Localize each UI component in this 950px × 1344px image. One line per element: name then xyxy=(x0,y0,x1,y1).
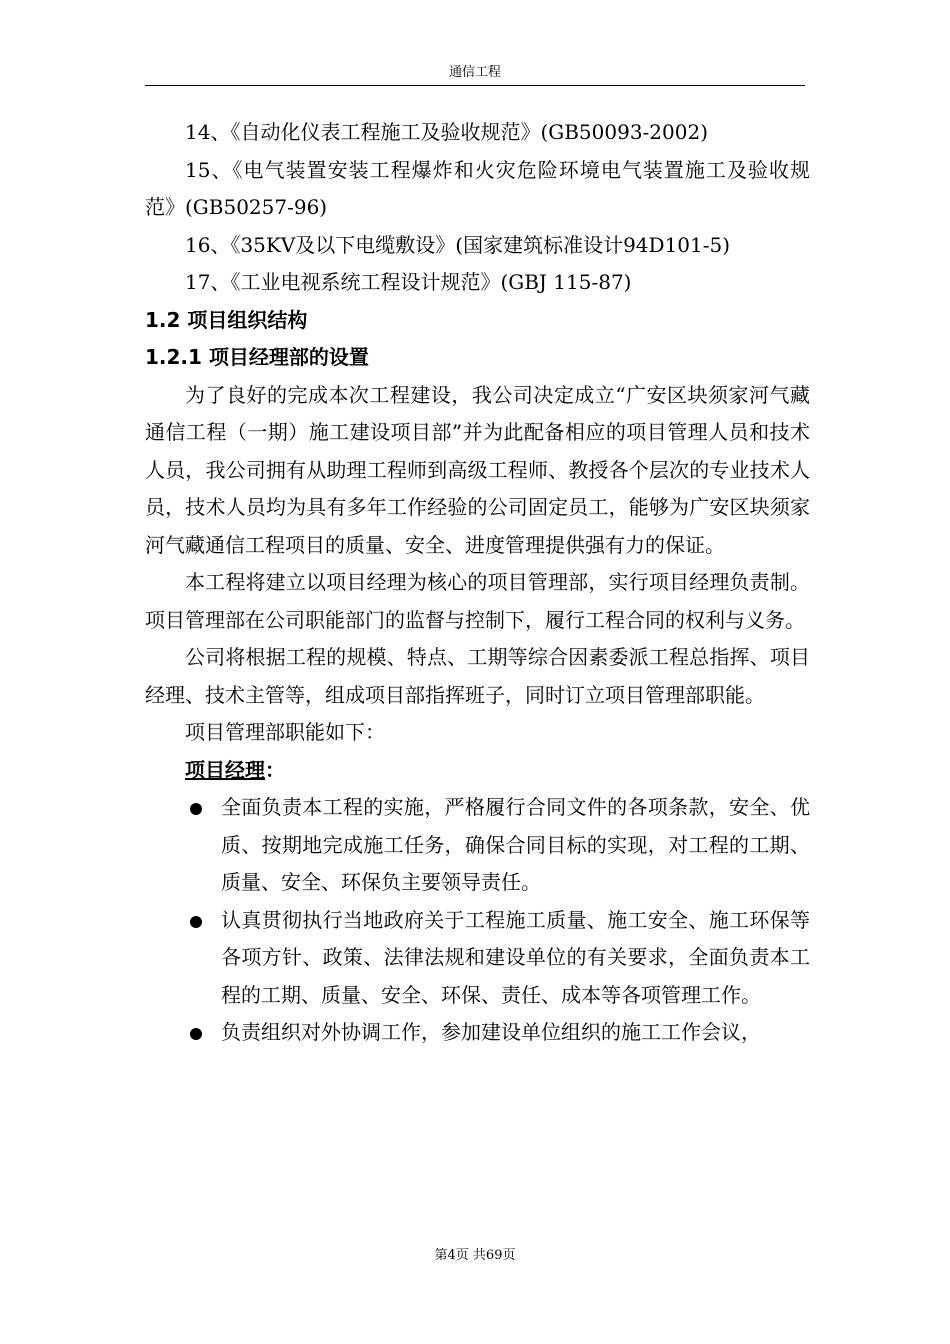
document-body xyxy=(145,114,810,1052)
role-heading xyxy=(145,752,810,790)
duty-list xyxy=(145,789,810,1052)
role-title: 项目经理 xyxy=(185,757,265,782)
body-paragraph: 公司将根据工程的规模、特点、工期等综合因素委派工程总指挥、项目经理、技术主管等，组成项目部指挥班子，同时订立项目管理部职能。 xyxy=(145,645,810,707)
page-footer: 第4页 共69页 xyxy=(434,1248,516,1263)
list-item xyxy=(145,1014,810,1052)
bullet-icon xyxy=(190,916,202,928)
standard-item-17: 17、《工业电视系统工程设计规范》(GBJ 115-87) xyxy=(185,270,632,294)
duty-text: 负责组织对外协调工作，参加建设单位组织的施工工作会议， xyxy=(221,1020,761,1044)
body-paragraph: 为了良好的完成本次工程建设，我公司决定成立“广安区块须家河气藏通信工程（一期）施工建设项目部”并为此配备相应的项目管理人员和技术人员，我公司拥有从助理工程师到高级工程师、教授各个层次的专业技术人员，技术人员均为具有多年工作经验的公司固定员工，能够为广安区块须家河气藏通信工程项目的质量、安全、进度管理提供强有力的保证。 xyxy=(145,382,810,557)
role-title-suffix: ： xyxy=(265,757,285,782)
body-paragraph: 项目管理部职能如下： xyxy=(185,720,385,744)
body-paragraph: 本工程将建立以项目经理为核心的项目管理部，实行项目经理负责制。项目管理部在公司职能部门的监督与控制下，履行工程合同的权利与义务。 xyxy=(145,570,810,632)
bullet-icon xyxy=(190,1028,202,1040)
page-header: 通信工程 xyxy=(145,64,805,86)
section-heading: 1.2 项目组织结构 xyxy=(145,307,308,332)
duty-text: 认真贯彻执行当地政府关于工程施工质量、施工安全、施工环保等各项方针、政策、法律法规和建设单位的有关要求，全面负责本工程的工期、质量、安全、环保、责任、成本等各项管理工作。 xyxy=(221,907,810,1007)
bullet-icon xyxy=(190,803,202,815)
list-item xyxy=(145,789,810,902)
standard-item-14: 14、《自动化仪表工程施工及验收规范》(GB50093-2002) xyxy=(185,120,709,144)
standard-item-16: 16、《35KV及以下电缆敷设》(国家建筑标准设计94D101-5) xyxy=(185,232,731,257)
list-item xyxy=(145,902,810,1015)
duty-text: 全面负责本工程的实施，严格履行合同文件的各项条款，安全、优质、按期地完成施工任务，确保合同目标的实现，对工程的工期、质量、安全、环保负主要领导责任。 xyxy=(221,795,810,894)
standard-item-15: 15、《电气装置安装工程爆炸和火灾危险环境电气装置施工及验收规范》(GB50257-96) xyxy=(145,157,810,219)
subsection-heading: 1.2.1 项目经理部的设置 xyxy=(145,345,369,369)
